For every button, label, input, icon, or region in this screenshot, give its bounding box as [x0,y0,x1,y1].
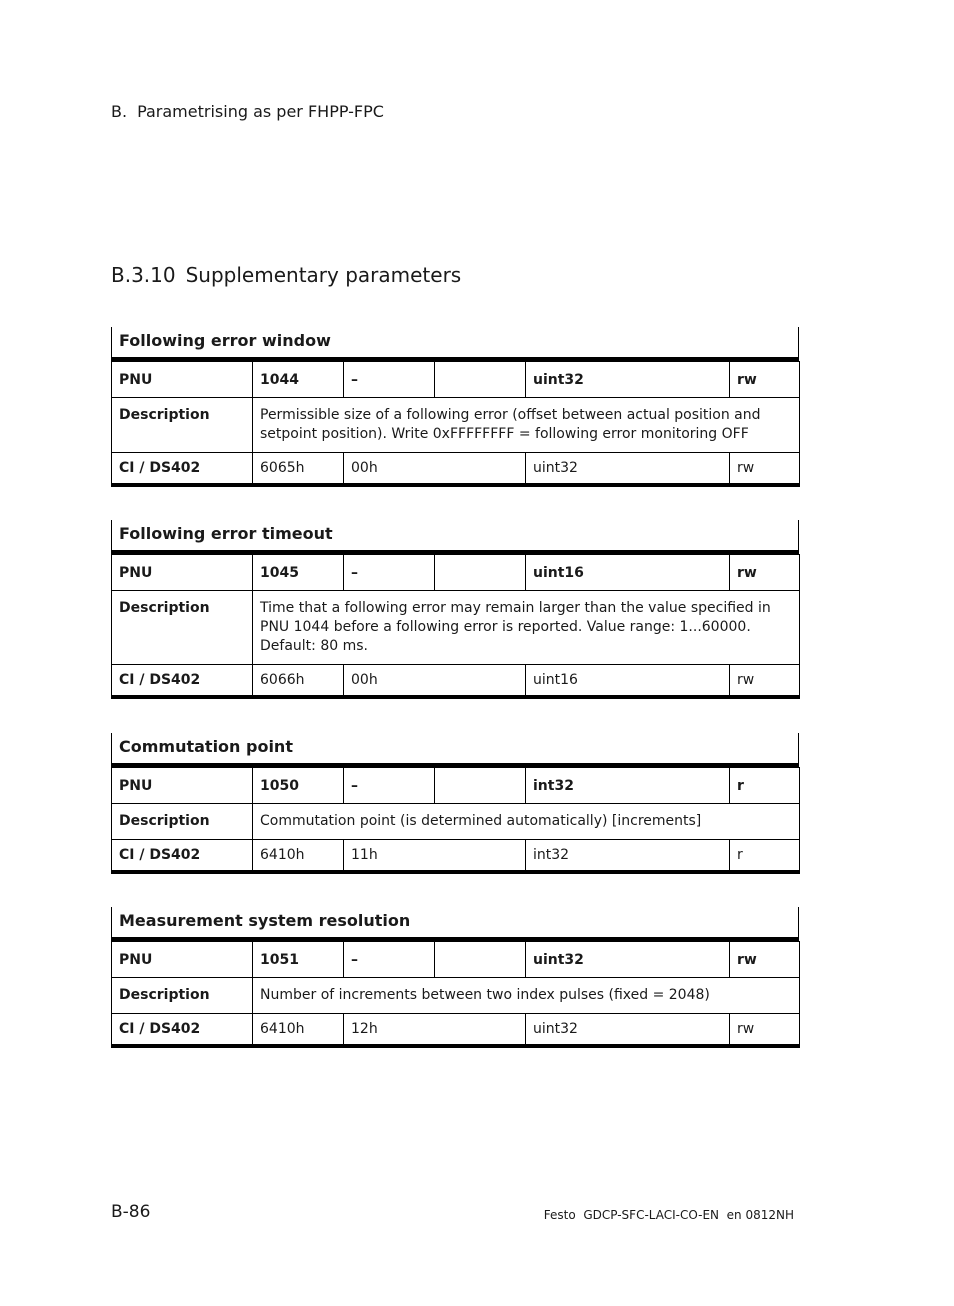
param-title: Measurement system resolution [111,907,799,941]
description-text: Commutation point (is determined automatically) [increments] [253,804,800,840]
ci-type: uint32 [526,453,730,486]
pnu-empty [435,555,526,591]
ci-access: rw [730,1014,800,1047]
description-row [112,978,800,1014]
page-number: B-86 [111,1202,151,1222]
section-title [111,263,461,287]
description-text: Number of increments between two index pulses (fixed = 2048) [253,978,800,1014]
pnu-label: PNU [112,768,253,804]
pnu-row [112,362,800,398]
param-table [111,361,800,487]
pnu-row [112,942,800,978]
param-table [111,767,800,874]
pnu-empty [435,942,526,978]
pnu-number: 1051 [253,942,344,978]
ci-subindex: 12h [344,1014,526,1047]
ci-row [112,1014,800,1047]
ci-type: uint16 [526,665,730,698]
pnu-type: uint32 [526,362,730,398]
running-head-text: Parametrising as per FHPP-FPC [137,102,384,121]
ci-subindex: 00h [344,453,526,486]
pnu-subindex: – [344,555,435,591]
pnu-label: PNU [112,362,253,398]
ci-row [112,665,800,698]
pnu-type: int32 [526,768,730,804]
pnu-label: PNU [112,555,253,591]
param-table [111,941,800,1048]
pnu-type: uint32 [526,942,730,978]
running-head [111,102,384,121]
pnu-subindex: – [344,768,435,804]
ci-row [112,840,800,873]
pnu-subindex: – [344,942,435,978]
ci-type: uint32 [526,1014,730,1047]
pnu-number: 1044 [253,362,344,398]
ci-label: CI / DS402 [112,453,253,486]
ci-access: r [730,840,800,873]
param-title: Commutation point [111,733,799,767]
ci-access: rw [730,453,800,486]
param-title: Following error timeout [111,520,799,554]
description-label: Description [112,398,253,453]
description-text: Time that a following error may remain larger than the value specified in PNU 1044 before a following error is reported. Value range: 1...60000. Default: 80 ms. [253,591,800,665]
pnu-access: r [730,768,800,804]
pnu-label: PNU [112,942,253,978]
pnu-access: rw [730,555,800,591]
ci-row [112,453,800,486]
ci-subindex: 11h [344,840,526,873]
running-head-letter: B. [111,102,128,121]
ci-access: rw [730,665,800,698]
pnu-empty [435,362,526,398]
pnu-row [112,555,800,591]
ci-subindex: 00h [344,665,526,698]
param-table [111,554,800,699]
description-label: Description [112,804,253,840]
description-label: Description [112,978,253,1014]
ci-type: int32 [526,840,730,873]
ci-index: 6410h [253,1014,344,1047]
description-text: Permissible size of a following error (offset between actual position and setpoint position). Write 0xFFFFFFFF = following error monitoring OFF [253,398,800,453]
param-title: Following error window [111,327,799,361]
pnu-number: 1045 [253,555,344,591]
ci-index: 6065h [253,453,344,486]
pnu-number: 1050 [253,768,344,804]
ci-index: 6066h [253,665,344,698]
pnu-access: rw [730,362,800,398]
param-block-measurement-system-resolution [111,907,799,1048]
pnu-access: rw [730,942,800,978]
ci-index: 6410h [253,840,344,873]
description-row [112,591,800,665]
section-heading: Supplementary parameters [185,263,462,287]
pnu-empty [435,768,526,804]
description-row [112,804,800,840]
param-block-following-error-timeout [111,520,799,699]
ci-label: CI / DS402 [112,665,253,698]
ci-label: CI / DS402 [112,840,253,873]
pnu-type: uint16 [526,555,730,591]
ci-label: CI / DS402 [112,1014,253,1047]
description-label: Description [112,591,253,665]
param-block-commutation-point [111,733,799,874]
document-identifier: Festo GDCP-SFC-LACI-CO-EN en 0812NH [543,1208,794,1222]
section-number: B.3.10 [111,263,176,287]
param-block-following-error-window [111,327,799,487]
description-row [112,398,800,453]
pnu-row [112,768,800,804]
pnu-subindex: – [344,362,435,398]
